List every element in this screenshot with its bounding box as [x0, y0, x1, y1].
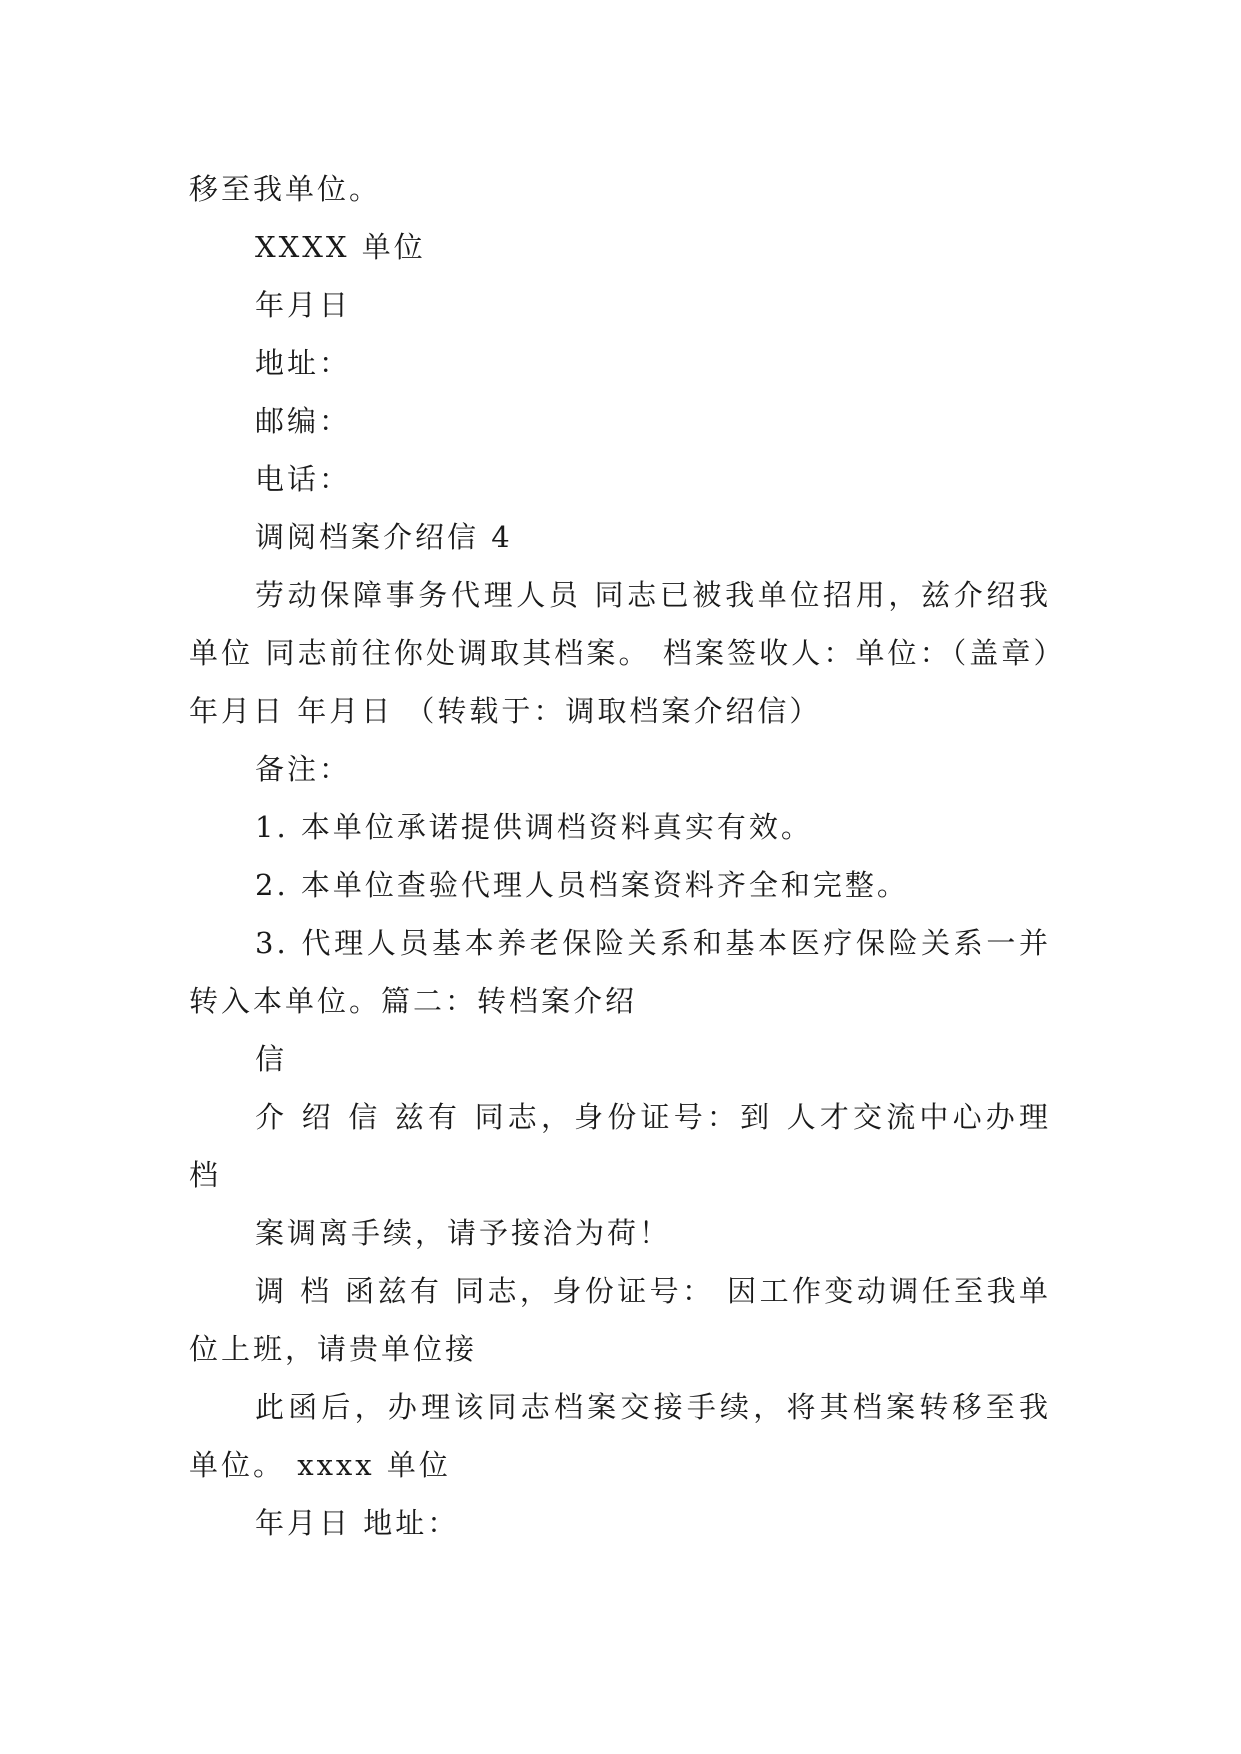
phone-line: 电话：	[255, 462, 352, 496]
document-page	[189, 160, 1051, 1552]
transfer-letter-date-address: 年月日 地址：	[255, 1506, 460, 1540]
remark-item-1: 1. 本单位承诺提供调档资料真实有效。	[255, 810, 813, 844]
signature-unit: XXXX 单位	[255, 230, 426, 264]
letter-body: 劳动保障事务代理人员 同志已被我单位招用，兹介绍我单位 同志前往你处调取其档案。 档案签收人：单位：（盖章）年月日 年月日 （转载于：调取档案介绍信）	[189, 578, 1051, 728]
transfer-letter-body: 调 档 函兹有 同志，身份证号： 因工作变动调任至我单位上班，请贵单位接	[189, 1274, 1051, 1366]
section-title: 调阅档案介绍信 4	[255, 520, 513, 554]
paragraph-fragment: 信	[255, 1042, 288, 1076]
remarks-heading: 备注：	[255, 752, 352, 786]
remark-item-3: 3. 代理人员基本养老保险关系和基本医疗保险关系一并转入本单位。篇二：转档案介绍	[189, 926, 1051, 1018]
postcode-line: 邮编：	[255, 404, 352, 438]
introduction-letter-closing: 案调离手续，请予接洽为荷！	[255, 1216, 672, 1250]
paragraph-continuation: 移至我单位。	[189, 172, 382, 206]
address-line: 地址：	[255, 346, 352, 380]
remark-item-2: 2. 本单位查验代理人员档案资料齐全和完整。	[255, 868, 909, 902]
transfer-letter-continuation: 此函后，办理该同志档案交接手续，将其档案转移至我单位。 xxxx 单位	[189, 1390, 1051, 1482]
introduction-letter-body: 介 绍 信 兹有 同志，身份证号：到 人才交流中心办理档	[189, 1100, 1051, 1192]
signature-date: 年月日	[255, 288, 352, 322]
